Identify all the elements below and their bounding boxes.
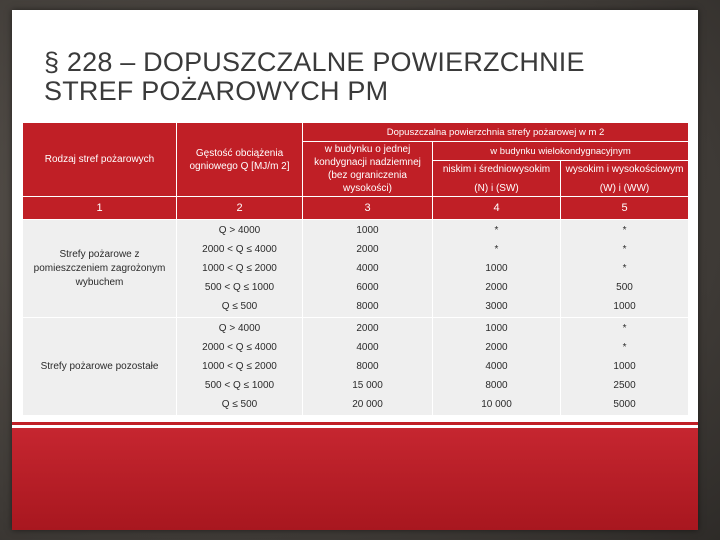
high-cell	[561, 318, 689, 416]
area-value: 2000	[356, 323, 379, 334]
area-value: 4000	[356, 263, 379, 274]
area-value: *	[622, 263, 627, 274]
area-value: 1000	[356, 225, 379, 236]
column-number: 1	[23, 197, 177, 220]
column-number: 2	[177, 197, 303, 220]
fire-load-value: 500 < Q ≤ 1000	[204, 282, 275, 293]
zone-label-other: Strefy pożarowe pozostałe	[23, 318, 177, 416]
title-line-1: § 228 – DOPUSZCZALNE POWIERZCHNIE	[44, 47, 585, 77]
header-high-code: (W) i (WW)	[599, 182, 650, 194]
area-value: *	[494, 244, 499, 255]
fire-load-cell	[177, 220, 303, 318]
low-medium-cell	[433, 318, 561, 416]
header-multi-storey: w budynku wielokondygnacyjnym	[433, 142, 689, 161]
fire-load-value: Q ≤ 500	[221, 301, 258, 312]
fire-load-value: Q > 4000	[218, 225, 261, 236]
single-storey-cell	[303, 318, 433, 416]
table-row-explosion	[23, 220, 689, 318]
fire-load-value: 1000 < Q ≤ 2000	[202, 263, 277, 274]
table-row-other	[23, 318, 689, 416]
area-value: 4000	[485, 361, 508, 372]
accent-divider	[12, 422, 698, 425]
fire-load-value: Q ≤ 500	[221, 399, 258, 410]
low-medium-cell	[433, 220, 561, 318]
area-value: 1000	[485, 323, 508, 334]
area-value: 3000	[485, 301, 508, 312]
area-value: 1000	[485, 263, 508, 274]
column-number: 4	[433, 197, 561, 220]
fire-load-value: 2000 < Q ≤ 4000	[202, 244, 277, 255]
area-value: 10 000	[481, 399, 512, 410]
slide	[12, 10, 698, 530]
header-single-storey: w budynku o jednej kondygnacji nadziemnej (bez ograniczenia wysokości)	[303, 142, 433, 197]
fire-zone-table	[22, 122, 689, 416]
slide-title	[44, 48, 664, 106]
area-value: 2000	[356, 244, 379, 255]
area-value: 8000	[485, 380, 508, 391]
area-value: *	[494, 225, 499, 236]
area-value: *	[622, 323, 627, 334]
area-value: 6000	[356, 282, 379, 293]
area-value: 8000	[356, 361, 379, 372]
area-value: 500	[616, 282, 633, 293]
column-number: 3	[303, 197, 433, 220]
fire-load-value: 2000 < Q ≤ 4000	[202, 342, 277, 353]
fire-load-value: 500 < Q ≤ 1000	[204, 380, 275, 391]
header-high	[561, 161, 689, 197]
fire-load-value: Q > 4000	[218, 323, 261, 334]
header-allowed-area: Dopuszczalna powierzchnia strefy pożarowej w m 2	[303, 123, 689, 142]
area-value: 4000	[356, 342, 379, 353]
area-value: 1000	[613, 301, 636, 312]
area-value: 2000	[485, 282, 508, 293]
area-value: 15 000	[352, 380, 383, 391]
footer-band	[12, 428, 698, 530]
header-zone-type: Rodzaj stref pożarowych	[23, 123, 177, 197]
header-high-label: wysokim i wysokościowym	[565, 163, 684, 175]
area-value: 20 000	[352, 399, 383, 410]
high-cell	[561, 220, 689, 318]
area-value: 2500	[613, 380, 636, 391]
header-low-medium-label: niskim i średniowysokim	[442, 163, 551, 175]
title-line-2: STREF POŻAROWYCH PM	[44, 76, 389, 106]
fire-load-cell	[177, 318, 303, 416]
fire-load-value: 1000 < Q ≤ 2000	[202, 361, 277, 372]
area-value: 8000	[356, 301, 379, 312]
area-value: 1000	[613, 361, 636, 372]
area-value: 2000	[485, 342, 508, 353]
single-storey-cell	[303, 220, 433, 318]
area-value: *	[622, 225, 627, 236]
column-number-row	[23, 197, 689, 220]
area-value: 5000	[613, 399, 636, 410]
header-fire-load: Gęstość obciążenia ogniowego Q [MJ/m 2]	[177, 123, 303, 197]
zone-label-explosion: Strefy pożarowe z pomieszczeniem zagrożonym wybuchem	[23, 220, 177, 318]
header-low-medium-code: (N) i (SW)	[474, 182, 519, 194]
column-number: 5	[561, 197, 689, 220]
header-low-medium	[433, 161, 561, 197]
area-value: *	[622, 244, 627, 255]
area-value: *	[622, 342, 627, 353]
